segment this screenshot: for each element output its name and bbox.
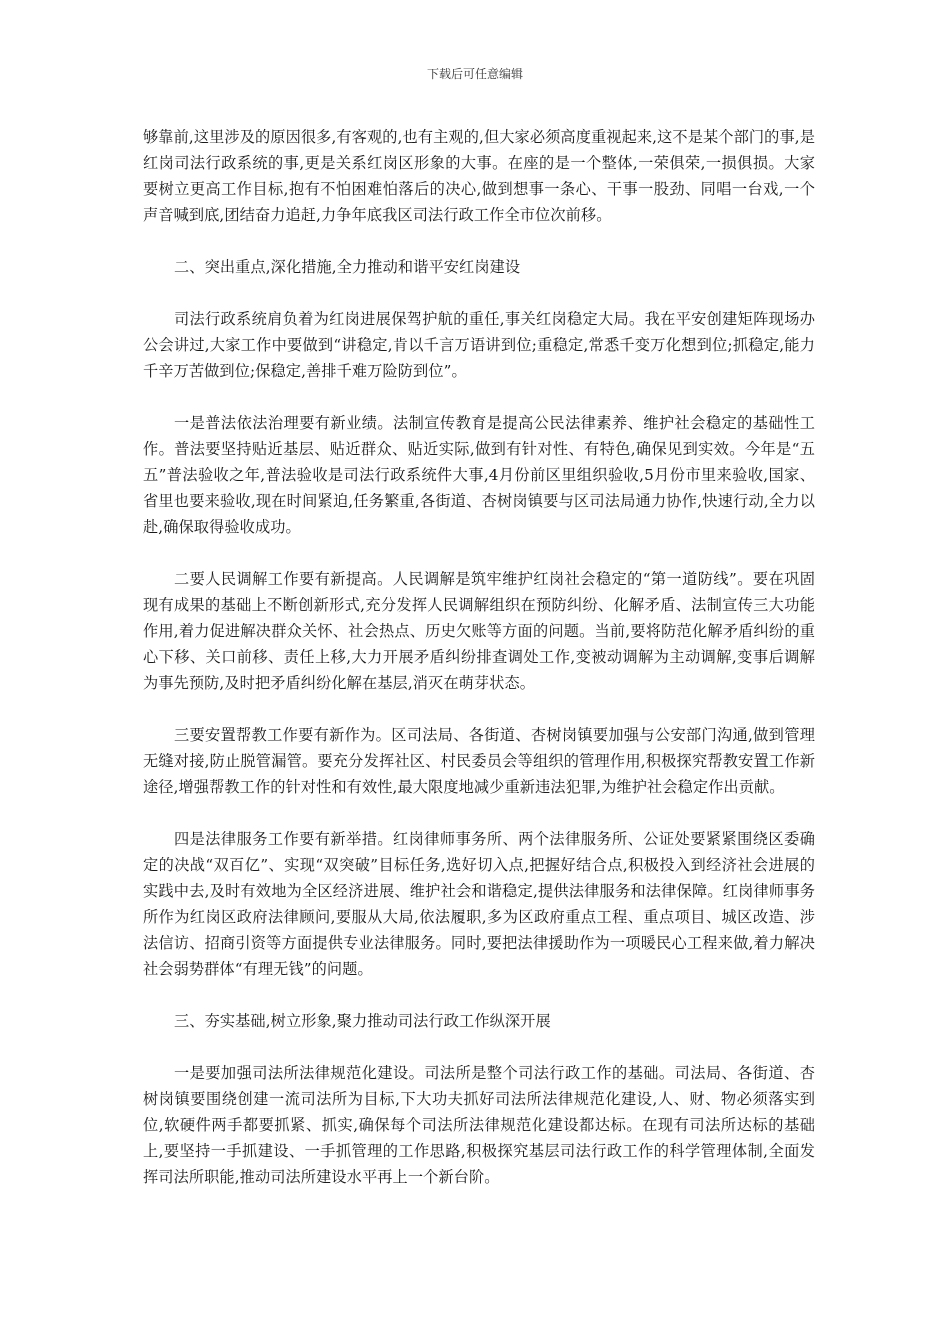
paragraph: 一是普法依法治理要有新业绩。法制宣传教育是提高公民法律素养、维护社会稳定的基础性工作。普法要坚持贴近基层、贴近群众、贴近实际,做到有针对性、有特色,确保见到实效。今年是“五五”普法验收之年,普法验收是司法行政系统件大事,4月份前区里组织验收,5月份市里来验收,国家、省里也要来验收,现在时间紧迫,任务繁重,各街道、杏树岗镇要与区司法局通力协作,快速行动,全力以赴,确保取得验收成功。 xyxy=(143,414,815,536)
paragraph: 司法行政系统肩负着为红岗进展保驾护航的重任,事关红岗稳定大局。我在平安创建矩阵现场办公会讲过,大家工作中要做到“讲稳定,肯以千言万语讲到位;重稳定,常悉千变万化想到位;抓稳定,能力千辛万苦做到位;保稳定,善排千难万险防到位”。 xyxy=(143,310,815,380)
document-body xyxy=(143,124,815,1216)
section-heading-2: 二、突出重点,深化措施,全力推动和谐平安红岗建设 xyxy=(174,258,521,276)
paragraph: 四是法律服务工作要有新举措。红岗律师事务所、两个法律服务所、公证处要紧紧围绕区委确定的决战“双百亿”、实现“双突破”目标任务,选好切入点,把握好结合点,积极投入到经济社会进展的实践中去,及时有效地为全区经济进展、维护社会和谐稳定,提供法律服务和法律保障。红岗律师事务所作为红岗区政府法律顾问,要服从大局,依法履职,多为区政府重点工程、重点项目、城区改造、涉法信访、招商引资等方面提供专业法律服务。同时,要把法律援助作为一项暖民心工程来做,着力解决社会弱势群体“有理无钱”的问题。 xyxy=(143,830,815,978)
section-heading-3: 三、夯实基础,树立形象,聚力推动司法行政工作纵深开展 xyxy=(174,1012,551,1030)
paragraph-continuation: 够靠前,这里涉及的原因很多,有客观的,也有主观的,但大家必须高度重视起来,这不是某个部门的事,是红岗司法行政系统的事,更是关系红岗区形象的大事。在座的是一个整体,一荣俱荣,一损俱损。大家要树立更高工作目标,抱有不怕困难怕落后的决心,做到想事一条心、干事一股劲、同唱一台戏,一个声音喊到底,团结奋力追赶,力争年底我区司法行政工作全市位次前移。 xyxy=(143,128,816,224)
paragraph: 三要安置帮教工作要有新作为。区司法局、各街道、杏树岗镇要加强与公安部门沟通,做到管理无缝对接,防止脱管漏管。要充分发挥社区、村民委员会等组织的管理作用,积极探究帮教安置工作新途径,增强帮教工作的针对性和有效性,最大限度地减少重新违法犯罪,为维护社会稳定作出贡献。 xyxy=(143,726,815,796)
page-header: 下载后可任意编辑 xyxy=(426,67,523,81)
paragraph: 二要人民调解工作要有新提高。人民调解是筑牢维护红岗社会稳定的“第一道防线”。要在巩固现有成果的基础上不断创新形式,充分发挥人民调解组织在预防纠纷、化解矛盾、法制宣传三大功能作用,着力促进解决群众关怀、社会热点、历史欠账等方面的问题。当前,要将防范化解矛盾纠纷的重心下移、关口前移、责任上移,大力开展矛盾纠纷排查调处工作,变被动调解为主动调解,变事后调解为事先预防,及时把矛盾纠纷化解在基层,消灭在萌芽状态。 xyxy=(143,570,815,692)
paragraph: 一是要加强司法所法律规范化建设。司法所是整个司法行政工作的基础。司法局、各街道、杏树岗镇要围绕创建一流司法所为目标,下大功夫抓好司法所法律规范化建设,人、财、物必须落实到位,软硬件两手都要抓紧、抓实,确保每个司法所法律规范化建设都达标。在现有司法所达标的基础上,要坚持一手抓建设、一手抓管理的工作思路,积极探究基层司法行政工作的科学管理体制,全面发挥司法所职能,推动司法所建设水平再上一个新台阶。 xyxy=(143,1064,815,1186)
